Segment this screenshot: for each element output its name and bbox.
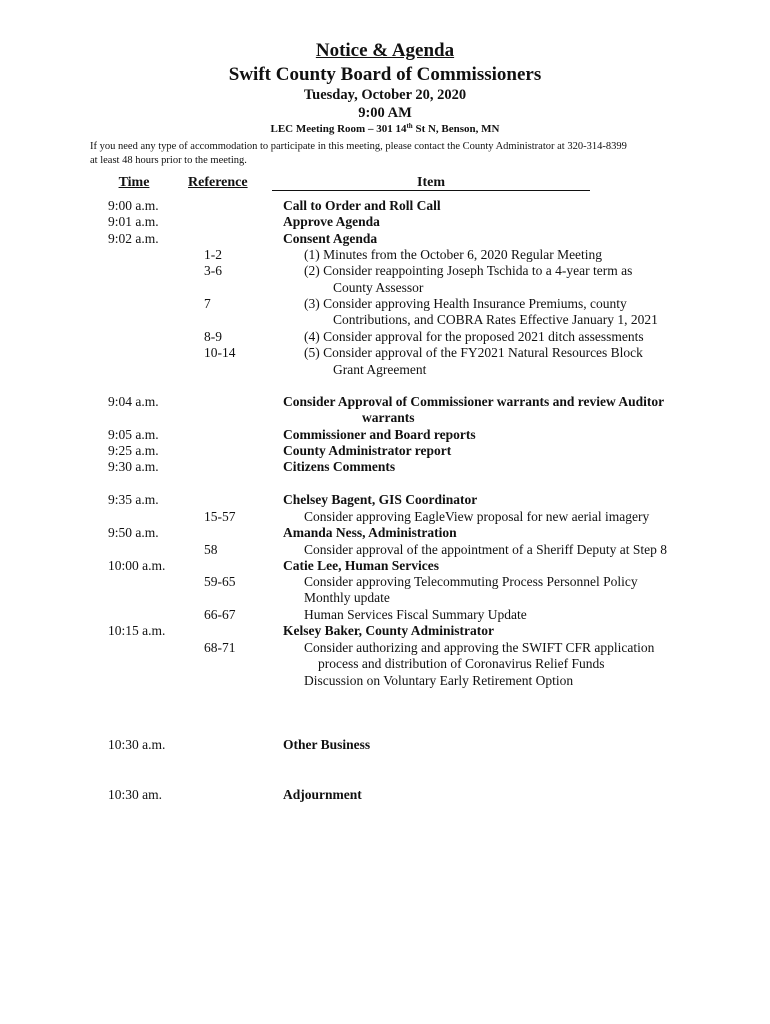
column-header-item: Item [272,175,590,191]
agenda-item: Consent Agenda [283,231,378,246]
agenda-reference: 1-2 [204,247,222,262]
meeting-time: 9:00 AM [358,105,412,121]
agenda-item: Grant Agreement [333,362,427,377]
agenda-item: process and distribution of Coronavirus Relief Funds [318,656,605,671]
agenda-reference: 3-6 [204,263,222,278]
column-header-time: Time [118,175,150,190]
agenda-time: 9:30 a.m. [108,459,159,474]
agenda-item: Consider approving EagleView proposal for new aerial imagery [304,509,650,524]
agenda-item: Consider approving Telecommuting Process Personnel Policy [304,574,638,589]
agenda-item: Adjournment [283,787,362,802]
agenda-item: Call to Order and Roll Call [283,198,441,213]
agenda-item: Amanda Ness, Administration [283,525,457,540]
agenda-item: warrants [362,410,415,425]
agenda-time: 9:35 a.m. [108,492,159,507]
agenda-reference: 59-65 [204,574,236,589]
agenda-reference: 7 [204,296,211,311]
agenda-time: 10:00 a.m. [108,558,166,573]
agenda-time: 9:05 a.m. [108,427,159,442]
meeting-location: LEC Meeting Room – 301 14th St N, Benson, MN [270,122,500,135]
accommodation-notice-line-1: If you need any type of accommodation to participate in this meeting, please contact the County Administrator at 320-314-8399 [90,141,627,152]
agenda-time: 10:30 a.m. [108,737,166,752]
agenda-item: (3) Consider approving Health Insurance Premiums, county [304,296,627,311]
agenda-item: (4) Consider approval for the proposed 2021 ditch assessments [304,329,644,344]
agenda-time: 9:04 a.m. [108,394,159,409]
agenda-time: 9:50 a.m. [108,525,159,540]
agenda-item: Consider Approval of Commissioner warrants and review Auditor [283,394,665,409]
notice-title: Notice & Agenda [315,40,455,61]
agenda-reference: 68-71 [204,640,236,655]
agenda-item: Catie Lee, Human Services [283,558,439,573]
agenda-item: Commissioner and Board reports [283,427,476,442]
agenda-item: County Administrator report [283,443,452,458]
agenda-item: Monthly update [304,590,390,605]
agenda-item: Discussion on Voluntary Early Retirement Option [304,673,574,688]
agenda-item: Citizens Comments [283,459,396,474]
agenda-time: 10:15 a.m. [108,623,166,638]
agenda-time: 9:00 a.m. [108,198,159,213]
agenda-item: Approve Agenda [283,214,380,229]
agenda-item: Contributions, and COBRA Rates Effective January 1, 2021 [333,312,658,327]
agenda-item: (5) Consider approval of the FY2021 Natural Resources Block [304,345,643,360]
agenda-time: 9:25 a.m. [108,443,159,458]
agenda-reference: 58 [204,542,218,557]
agenda-item: Human Services Fiscal Summary Update [304,607,527,622]
agenda-item: Kelsey Baker, County Administrator [283,623,495,638]
agenda-reference: 66-67 [204,607,236,622]
agenda-item: (1) Minutes from the October 6, 2020 Regular Meeting [304,247,603,262]
agenda-item: Consider approval of the appointment of a Sheriff Deputy at Step 8 [304,542,668,557]
agenda-item: Chelsey Bagent, GIS Coordinator [283,492,478,507]
accommodation-notice-line-2: at least 48 hours prior to the meeting. [90,155,247,166]
meeting-date: Tuesday, October 20, 2020 [303,87,467,103]
column-header-reference: Reference [188,175,248,190]
agenda-item: Other Business [283,737,371,752]
agenda-time: 9:01 a.m. [108,214,159,229]
agenda-time: 10:30 am. [108,787,162,802]
board-name: Swift County Board of Commissioners [228,64,542,85]
agenda-item: County Assessor [333,280,424,295]
agenda-item: Consider authorizing and approving the SWIFT CFR application [304,640,655,655]
agenda-item: (2) Consider reappointing Joseph Tschida to a 4-year term as [304,263,633,278]
agenda-time: 9:02 a.m. [108,231,159,246]
agenda-reference: 15-57 [204,509,236,524]
agenda-reference: 10-14 [204,345,236,360]
agenda-reference: 8-9 [204,329,222,344]
